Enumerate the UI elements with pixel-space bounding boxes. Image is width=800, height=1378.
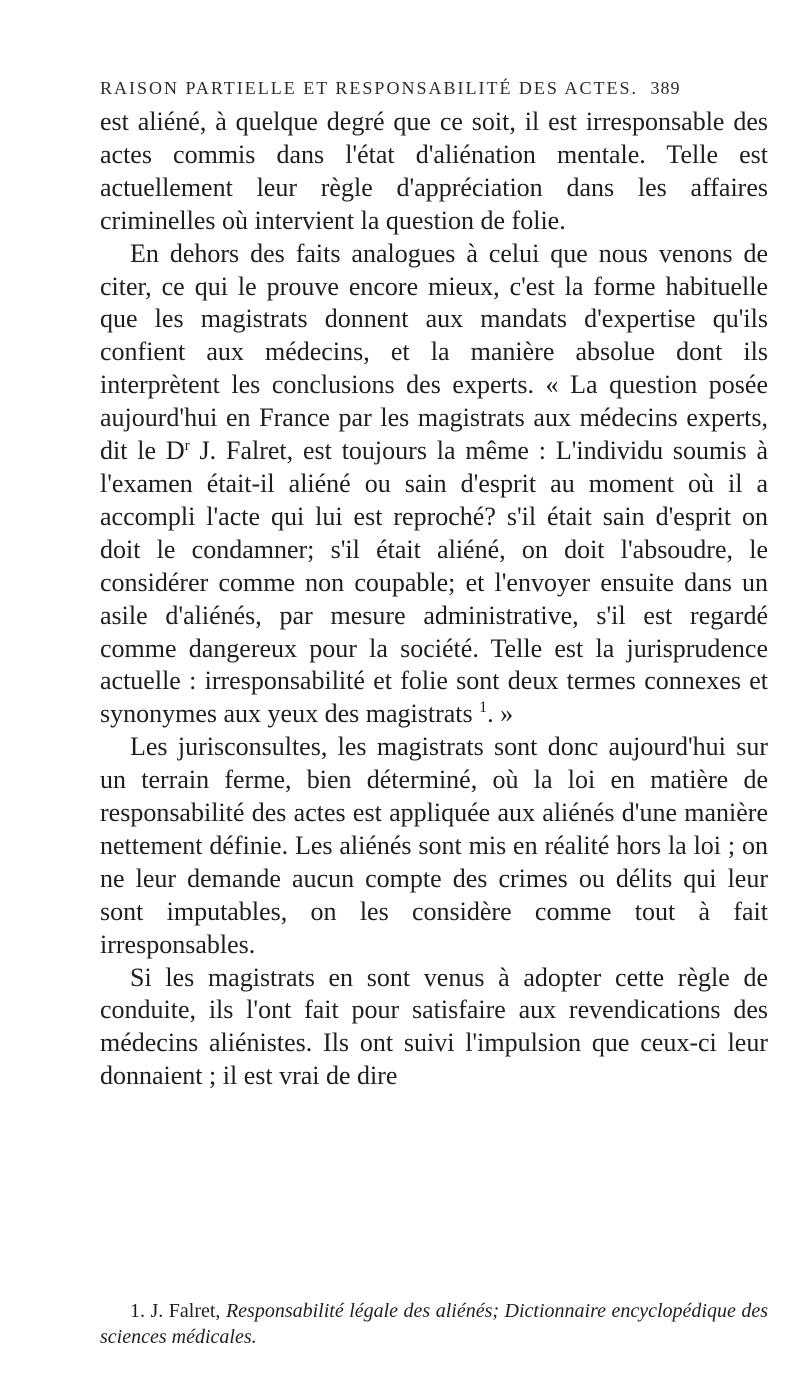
doctor-abbrev-superscript: r (184, 438, 190, 455)
footnote-number: 1 (130, 1300, 140, 1322)
paragraph-3: Les jurisconsultes, les magistrats sont donc aujourd'hui sur un terrain ferme, bien déterminé, où la loi en matière de responsabilité des actes est appliquée aux aliénés d'une manière nettement définie. Les aliénés sont mis en réalité hors la loi ; on ne leur demande aucun compte des crimes ou délits qui leur sont imputables, on les considère comme tout à fait irresponsables. (100, 732, 768, 959)
running-head-title: RAISON PARTIELLE ET RESPONSABILITÉ DES ACTES. (100, 78, 638, 98)
footnote: 1. J. Falret, Responsabilité légale des aliénés; Dictionnaire encyclopédique des sciences médicales. (100, 1300, 769, 1348)
page-number: 389 (650, 78, 681, 98)
paragraph-1: est aliéné, à quelque degré que ce soit, il est irresponsable des actes commis dans l'état d'aliénation mentale. Telle est actuellement leur règle d'appréciation dans les affaires criminelles où intervient la question de folie. (100, 107, 768, 235)
paragraph-2-text-b: J. Falret, est toujours la même : L'individu soumis à l'examen était-il aliéné ou sain d'esprit au moment où il a accompli l'acte qui lui est reproché? s'il était sain d'esprit on doit le condamner; s'il était aliéné, on doit l'absoudre, le considérer comme non coupable; et l'envoyer ensuite dans un asile d'aliénés, par mesure administrative, s'il est regardé comme dangereux pour la société. Telle est la jurisprudence actuelle : irresponsabilité et folie sont deux termes connexes et synonymes aux yeux des magistrats (100, 436, 768, 729)
footnote-title: Responsabilité légale des aliénés; Dictionnaire encyclopédique des sciences médicales. (100, 1300, 769, 1348)
paragraph-4: Si les magistrats en sont venus à adopter cette règle de conduite, ils l'ont fait pour satisfaire aux revendications des médecins aliénistes. Ils ont suivi l'impulsion que ceux-ci leur donnaient ; il est vrai de dire (100, 962, 768, 1091)
paragraph-2 (100, 238, 768, 732)
paragraph-2-text-a: En dehors des faits analogues à celui que nous venons de citer, ce qui le prouve encore mieux, c'est la forme habituelle que les magistrats donnent aux mandats d'expertise qu'ils confient aux médecins, et la manière absolue dont ils interprètent les conclusions des experts. « La question posée aujourd'hui en France par les magistrats aux médecins experts, dit le D (100, 238, 768, 466)
body-text (100, 106, 768, 1093)
running-head (100, 78, 768, 99)
footnote-reference: 1 (479, 699, 488, 717)
footnote-author: J. Falret, (150, 1300, 221, 1322)
paragraph-2-closing: . » (487, 699, 514, 729)
